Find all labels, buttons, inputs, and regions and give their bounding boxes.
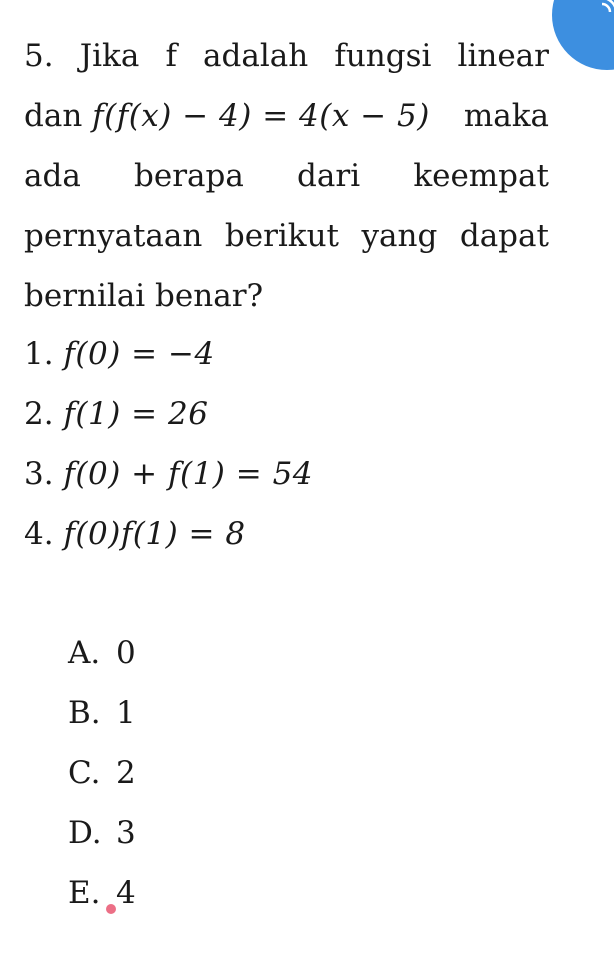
question-word: fungsi xyxy=(334,38,432,74)
equation: f(f(x) − 4) = 4(x − 5) xyxy=(92,98,430,134)
option-value: 3 xyxy=(116,815,136,851)
statement-number: 3. xyxy=(24,456,54,492)
statement-item xyxy=(24,454,313,494)
question-line-4 xyxy=(24,216,549,256)
statement-item xyxy=(24,334,215,374)
statement-expression: f(0)f(1) = 8 xyxy=(63,516,246,552)
selection-marker xyxy=(106,904,116,914)
statement-item xyxy=(24,514,246,554)
question-line-1 xyxy=(24,36,549,76)
question-word: berikut xyxy=(224,218,340,254)
question-word: maka xyxy=(463,98,549,134)
question-word: dapat xyxy=(459,218,549,254)
option-e[interactable] xyxy=(68,873,136,913)
question-word: adalah xyxy=(203,38,309,74)
question-word: dari xyxy=(297,158,361,194)
question-word: ada xyxy=(24,158,81,194)
option-letter: D. xyxy=(68,815,102,851)
question-word: berapa xyxy=(134,158,244,194)
option-letter: A. xyxy=(68,635,101,671)
option-value: 2 xyxy=(116,755,136,791)
statement-number: 2. xyxy=(24,396,54,432)
statement-number: 1. xyxy=(24,336,54,372)
option-c[interactable] xyxy=(68,753,136,793)
question-line-3 xyxy=(24,156,549,196)
statement-expression: f(0) + f(1) = 54 xyxy=(63,456,314,492)
option-b[interactable] xyxy=(68,693,136,733)
option-d[interactable] xyxy=(68,813,136,853)
statement-expression: f(1) = 26 xyxy=(63,396,209,432)
question-line-5 xyxy=(24,276,549,316)
statement-number: 4. xyxy=(24,516,54,552)
question-word: pernyataan xyxy=(24,218,203,254)
question-word: f xyxy=(165,38,177,74)
option-value: 1 xyxy=(116,695,136,731)
option-value: 4 xyxy=(116,875,136,911)
question-word: bernilai benar? xyxy=(24,278,264,314)
question-word: linear xyxy=(457,38,549,74)
question-line-2 xyxy=(24,96,549,136)
option-value: 0 xyxy=(116,635,136,671)
question-word: yang xyxy=(361,218,438,254)
statement-expression: f(0) = −4 xyxy=(63,336,215,372)
option-a[interactable] xyxy=(68,633,136,673)
corner-badge[interactable] xyxy=(552,0,614,70)
question-number: 5. xyxy=(24,38,54,74)
statement-item xyxy=(24,394,208,434)
option-letter: E. xyxy=(68,875,101,911)
question-word: dan xyxy=(24,98,83,134)
question-word: keempat xyxy=(413,158,549,194)
question-word: Jika xyxy=(79,38,140,74)
wifi-icon xyxy=(600,0,614,14)
option-letter: B. xyxy=(68,695,101,731)
option-letter: C. xyxy=(68,755,101,791)
